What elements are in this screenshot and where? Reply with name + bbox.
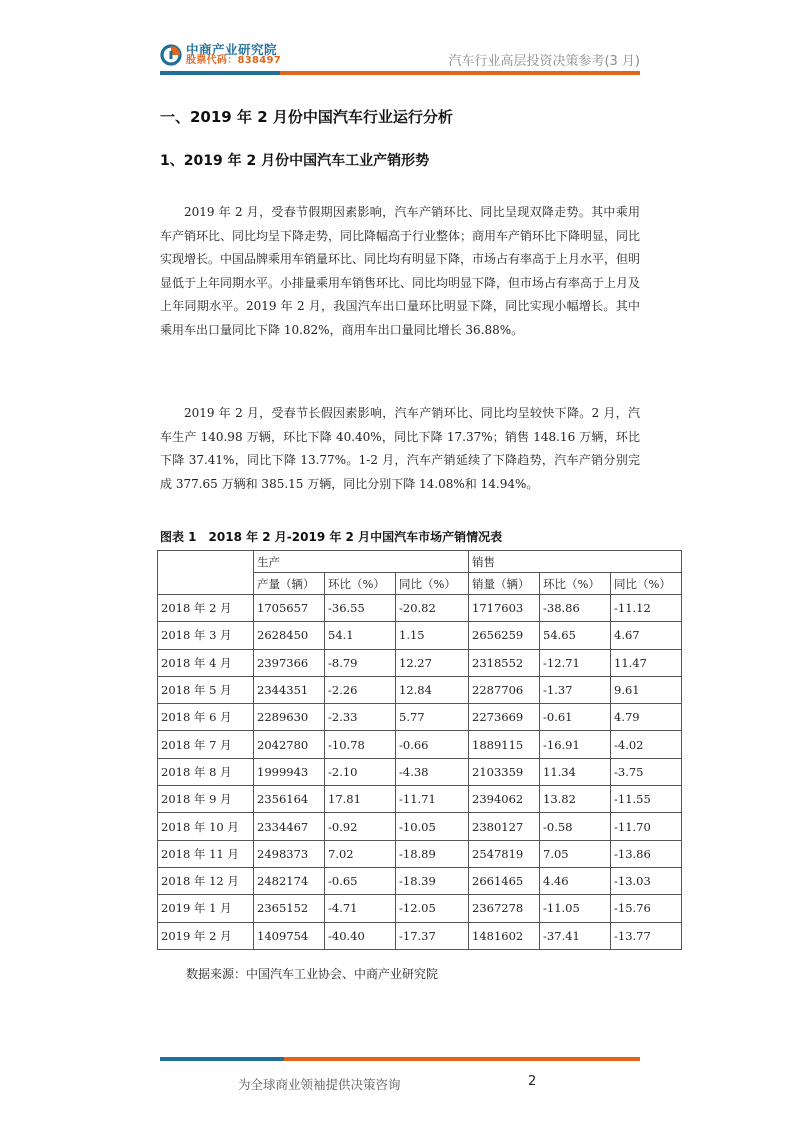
table-cell: -11.05	[540, 895, 611, 922]
table-cell: 2394062	[469, 786, 540, 813]
table-cell: 4.67	[611, 622, 682, 649]
table-cell: -4.71	[325, 895, 396, 922]
row-month-cell: 2018 年 7 月	[158, 731, 254, 758]
table-row	[158, 649, 682, 676]
table-cell: 1889115	[469, 731, 540, 758]
production-group-header: 生产	[254, 551, 469, 573]
table-row	[158, 895, 682, 922]
table-cell: 2273669	[469, 704, 540, 731]
table-row	[158, 595, 682, 622]
column-header: 销量（辆）	[469, 573, 540, 595]
data-source-note: 数据来源：中国汽车工业协会、中商产业研究院	[186, 967, 439, 981]
footer-divider-orange	[284, 1057, 640, 1061]
row-month-cell: 2018 年 12 月	[158, 867, 254, 894]
table-cell: -10.05	[396, 813, 469, 840]
table-cell: -18.89	[396, 840, 469, 867]
table-cell: -40.40	[325, 922, 396, 949]
table-cell: 2547819	[469, 840, 540, 867]
body-paragraph: 2019 年 2 月，受春节假期因素影响，汽车产销环比、同比呈现双降走势。其中乘用车产销环比、同比均呈下降走势，同比降幅高于行业整体；商用车产销环比下降明显，同比实现增长。中国品牌乘用车销量环比、同比均有明显下降，市场占有率高于上月水平，但明显低于上年同期水平。小排量乘用车销售环比、同比均明显下降，但市场占有率高于上月及上年同期水平。2019 年 2 月，我国汽车出口量环比明显下降，同比实现小幅增长。其中乘用车出口量同比下降 10.82%，商用车出口量同比增长 36.88%。	[160, 205, 641, 337]
column-header: 同比（%）	[611, 573, 682, 595]
table-cell: 54.65	[540, 622, 611, 649]
table-cell: -3.75	[611, 758, 682, 785]
table-cell: -2.26	[325, 676, 396, 703]
table-row	[158, 758, 682, 785]
table-cell: 12.27	[396, 649, 469, 676]
table-cell: 2318552	[469, 649, 540, 676]
table-cell: 13.82	[540, 786, 611, 813]
table-cell: 4.79	[611, 704, 682, 731]
table-row	[158, 704, 682, 731]
table-caption: 图表 1 2018 年 2 月-2019 年 2 月中国汽车市场产销情况表	[160, 530, 503, 544]
table-cell: -4.02	[611, 731, 682, 758]
table-cell: 2103359	[469, 758, 540, 785]
table-row	[158, 786, 682, 813]
row-month-cell: 2019 年 1 月	[158, 895, 254, 922]
table-cell: -12.71	[540, 649, 611, 676]
table-row	[158, 922, 682, 949]
table-cell: -4.38	[396, 758, 469, 785]
document-title: 汽车行业高层投资决策参考(3 月)	[448, 54, 640, 69]
table-cell: 11.34	[540, 758, 611, 785]
row-month-cell: 2018 年 6 月	[158, 704, 254, 731]
table-cell: 9.61	[611, 676, 682, 703]
row-month-cell: 2018 年 10 月	[158, 813, 254, 840]
table-cell: 2661465	[469, 867, 540, 894]
body-paragraph: 2019 年 2 月，受春节长假因素影响，汽车产销环比、同比均呈较快下降。2 月，汽车生产 140.98 万辆，环比下降 40.40%，同比下降 17.37%；销售 148.16 万辆，环比下降 37.41%，同比下降 13.77%。1-2 月，汽车产销延续了下降趋势，汽车产销分别完成 377.65 万辆和 385.15 万辆，同比分别下降 14.08%和 14.94%。	[160, 406, 640, 491]
production-sales-table	[157, 550, 682, 950]
table-row	[158, 840, 682, 867]
page-number: 2	[528, 1074, 537, 1089]
table-row	[158, 731, 682, 758]
table-cell: 2656259	[469, 622, 540, 649]
table-cell: 2498373	[254, 840, 325, 867]
column-header: 产量（辆）	[254, 573, 325, 595]
table-cell: -12.05	[396, 895, 469, 922]
section-heading: 一、2019 年 2 月份中国汽车行业运行分析	[160, 108, 453, 126]
row-month-cell: 2019 年 2 月	[158, 922, 254, 949]
table-row	[158, 676, 682, 703]
table-cell: -20.82	[396, 595, 469, 622]
table-cell: -15.76	[611, 895, 682, 922]
table-cell: -11.55	[611, 786, 682, 813]
table-cell: -0.66	[396, 731, 469, 758]
table-cell: -11.70	[611, 813, 682, 840]
table-cell: -2.33	[325, 704, 396, 731]
table-cell: 17.81	[325, 786, 396, 813]
row-month-cell: 2018 年 11 月	[158, 840, 254, 867]
row-month-cell: 2018 年 5 月	[158, 676, 254, 703]
footer-divider-blue	[160, 1057, 284, 1061]
table-cell: 1409754	[254, 922, 325, 949]
row-month-cell: 2018 年 2 月	[158, 595, 254, 622]
table-cell: -11.71	[396, 786, 469, 813]
table-cell: 2367278	[469, 895, 540, 922]
company-logo	[160, 43, 281, 67]
table-cell: 2482174	[254, 867, 325, 894]
table-cell: -8.79	[325, 649, 396, 676]
table-cell: -0.61	[540, 704, 611, 731]
header-divider-blue	[160, 71, 280, 75]
table-row	[158, 867, 682, 894]
table-cell: 2334467	[254, 813, 325, 840]
page-header	[0, 0, 800, 80]
table-cell: 54.1	[325, 622, 396, 649]
logo-name: 中商产业研究院	[186, 42, 278, 57]
stock-code: 股票代码：838497	[186, 55, 282, 67]
table-cell: 12.84	[396, 676, 469, 703]
table-cell: 2628450	[254, 622, 325, 649]
table-cell: 1705657	[254, 595, 325, 622]
column-header: 环比（%）	[325, 573, 396, 595]
table-cell: 1.15	[396, 622, 469, 649]
table-cell: -13.77	[611, 922, 682, 949]
table-row	[158, 813, 682, 840]
table-cell: 2356164	[254, 786, 325, 813]
table-cell: 1717603	[469, 595, 540, 622]
column-header: 环比（%）	[540, 573, 611, 595]
table-cell: -17.37	[396, 922, 469, 949]
table-cell: 7.02	[325, 840, 396, 867]
table-cell: -0.92	[325, 813, 396, 840]
table-cell: 2287706	[469, 676, 540, 703]
table-cell: -37.41	[540, 922, 611, 949]
table-cell: -2.10	[325, 758, 396, 785]
table-cell: 4.46	[540, 867, 611, 894]
row-month-cell: 2018 年 9 月	[158, 786, 254, 813]
table-cell: 2289630	[254, 704, 325, 731]
table-cell: 2365152	[254, 895, 325, 922]
table-cell: -0.65	[325, 867, 396, 894]
column-header: 同比（%）	[396, 573, 469, 595]
header-divider-orange	[280, 71, 640, 75]
table-cell: -18.39	[396, 867, 469, 894]
footer-slogan: 为全球商业领袖提供决策咨询	[238, 1077, 401, 1092]
sales-group-header: 销售	[469, 551, 682, 573]
table-cell: -16.91	[540, 731, 611, 758]
table-cell: 2344351	[254, 676, 325, 703]
table-cell: -11.12	[611, 595, 682, 622]
table-row	[158, 622, 682, 649]
table-cell: -36.55	[325, 595, 396, 622]
table-cell: 2397366	[254, 649, 325, 676]
table-cell: 1999943	[254, 758, 325, 785]
logo-icon	[160, 44, 182, 66]
table-cell: 11.47	[611, 649, 682, 676]
table-cell: -10.78	[325, 731, 396, 758]
table-corner-cell	[158, 551, 254, 595]
table-cell: -0.58	[540, 813, 611, 840]
table-cell: -1.37	[540, 676, 611, 703]
table-group-header-row	[158, 551, 682, 573]
table-cell: 5.77	[396, 704, 469, 731]
table-cell: 2380127	[469, 813, 540, 840]
row-month-cell: 2018 年 8 月	[158, 758, 254, 785]
subsection-heading: 1、2019 年 2 月份中国汽车工业产销形势	[160, 153, 430, 169]
table-cell: 1481602	[469, 922, 540, 949]
table-cell: 7.05	[540, 840, 611, 867]
table-cell: -13.03	[611, 867, 682, 894]
row-month-cell: 2018 年 3 月	[158, 622, 254, 649]
table-cell: 2042780	[254, 731, 325, 758]
table-cell: -13.86	[611, 840, 682, 867]
table-cell: -38.86	[540, 595, 611, 622]
row-month-cell: 2018 年 4 月	[158, 649, 254, 676]
